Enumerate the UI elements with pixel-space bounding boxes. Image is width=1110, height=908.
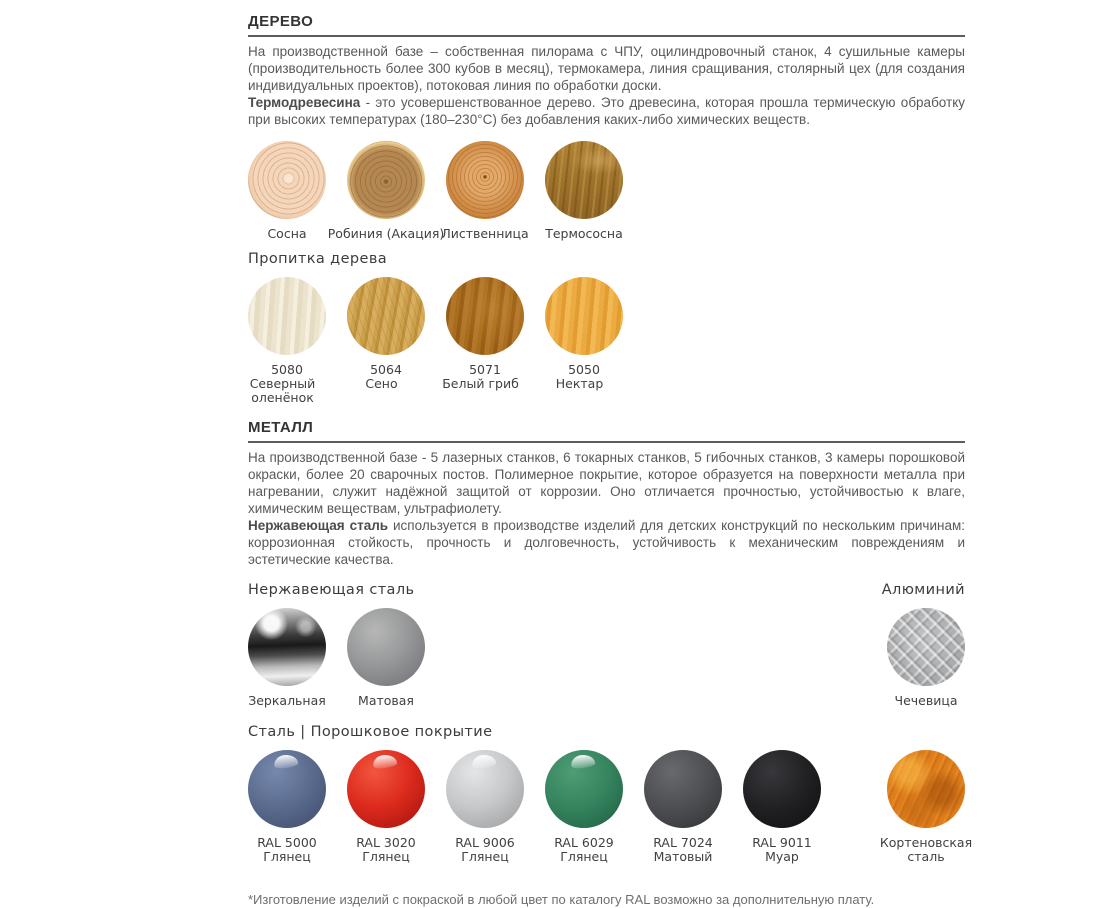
swatch-label: Сосна (267, 226, 307, 241)
swatch-label: Робиния (Акация) (327, 226, 445, 241)
swatch-label (752, 836, 811, 864)
ral-finish: Глянец (362, 849, 410, 864)
impregnation-name: Нектар (555, 376, 604, 391)
ral-code: RAL 7024 (653, 835, 713, 850)
swatch-matte-steel (347, 608, 425, 708)
stainless-definition: используется в производстве изделий для детских конструкций по нескольким причинам: коррозионная стойкость, прочность и долговечность, устойчивость к механическим повреждениям и эстетические качества. (248, 518, 965, 567)
swatch-ral-3020 (347, 750, 425, 864)
swatch-5080 (248, 277, 326, 405)
metal-section-divider (248, 441, 965, 443)
ral-9011-sample (743, 750, 821, 828)
impregnation-5064-sample (347, 277, 425, 355)
matte-steel-sample (347, 608, 425, 686)
stainless-aluminum-header (248, 581, 965, 599)
swatch-label (455, 836, 514, 864)
swatch-robinia (327, 141, 445, 241)
wood-paragraph-1: На производственной базе – собственная пилорама с ЧПУ, оцилиндровочный станок, 4 сушильные камеры (производительность более 300 кубов в месяц), термокамера, линия сращивания, столярный цех (для создания индивидуальных проектов), потоковая линия по обработки доски. (248, 44, 965, 93)
ral-code: RAL 5000 (257, 835, 317, 850)
impregnation-5050-sample (545, 277, 623, 355)
swatch-label: Чечевица (894, 693, 958, 708)
thermopine-sample-image (545, 141, 623, 219)
ral-code: RAL 6029 (554, 835, 614, 850)
ral-code: RAL 9006 (455, 835, 515, 850)
swatch-label: Зеркальная (248, 693, 326, 708)
metal-paragraph-2 (248, 517, 965, 568)
impregnation-title: Пропитка дерева (248, 251, 388, 267)
swatch-label: Матовая (358, 693, 414, 708)
swatch-pine (248, 141, 326, 241)
larch-sample-image (446, 141, 524, 219)
swatch-label (244, 363, 331, 405)
swatch-label: Термососна (545, 226, 623, 241)
swatch-label (554, 836, 613, 864)
swatch-corten-steel (879, 750, 973, 864)
pine-sample-image (248, 141, 326, 219)
aluminum-lentil-sample (887, 608, 965, 686)
swatch-ral-6029 (545, 750, 623, 864)
impregnation-name: Северный оленёнок (249, 376, 316, 405)
impregnation-code: 5050 (568, 362, 600, 377)
impregnation-5080-sample (248, 277, 326, 355)
ral-footnote: *Изготовление изделий с покраской в любой цвет по каталогу RAL возможно за дополнительную плату. (248, 892, 875, 907)
impregnation-code: 5064 (370, 362, 402, 377)
corten-steel-sample (887, 750, 965, 828)
swatch-5050 (545, 277, 623, 405)
impregnation-code: 5071 (469, 362, 501, 377)
stainless-term: Нержавеющая сталь (248, 518, 389, 533)
swatch-5071 (442, 277, 524, 405)
swatch-label (880, 836, 972, 864)
stainless-aluminum-row (248, 608, 965, 708)
impregnation-code: 5080 (271, 362, 303, 377)
swatch-larch (441, 141, 529, 241)
thermowood-term: Термодревесина (248, 95, 361, 110)
impregnation-row (248, 277, 965, 405)
thermowood-definition: - это усовершенствованное дерево. Это древесина, которая прошла термическую обработку при высоких температурах (180–230°С) без добавления каких-либо химических веществ. (248, 95, 965, 127)
swatch-label (343, 363, 430, 391)
swatch-label: Лиственница (441, 226, 529, 241)
ral-7024-sample (644, 750, 722, 828)
impregnation-name: Белый гриб (442, 376, 519, 391)
swatch-aluminum-lentil (887, 608, 965, 708)
mirror-steel-sample (248, 608, 326, 686)
corten-name-line2: сталь (907, 849, 945, 864)
swatch-label (356, 836, 415, 864)
ral-9006-sample (446, 750, 524, 828)
swatch-ral-5000 (248, 750, 326, 864)
swatch-label (653, 836, 712, 864)
wood-section-title: ДЕРЕВО (248, 13, 314, 30)
swatch-5064 (347, 277, 425, 405)
swatch-label (541, 363, 628, 391)
robinia-sample-image (347, 141, 425, 219)
metal-paragraph-1: На производственной базе - 5 лазерных станков, 6 токарных станков, 5 гибочных станков, 3 камеры порошковой окраски, более 20 сварочных постов. Полимерное покрытие, которое образуется на поверхности металла при нагревании, служит надёжной защитой от коррозии. Оно отличается прочностью, устойчивостью к влаге, химическим веществам, ультрафиолету. (248, 450, 965, 516)
stainless-title: Нержавеющая сталь (248, 582, 415, 598)
powder-coating-row (248, 750, 973, 864)
aluminum-title: Алюминий (881, 582, 965, 598)
metal-section-title: МЕТАЛЛ (248, 419, 314, 436)
ral-finish: Глянец (560, 849, 608, 864)
impregnation-name: Сено (365, 376, 398, 391)
corten-name-line1: Кортеновская (879, 835, 973, 850)
metal-section (248, 419, 973, 908)
wood-section-divider (248, 35, 965, 37)
swatch-label (442, 363, 529, 391)
wood-species-row (248, 141, 965, 241)
swatch-mirror-steel (248, 608, 326, 708)
swatch-ral-9006 (446, 750, 524, 864)
ral-finish: Муар (765, 849, 799, 864)
ral-finish: Матовый (653, 849, 713, 864)
powder-coating-title: Сталь | Порошковое покрытие (248, 724, 493, 740)
swatch-ral-9011 (743, 750, 821, 864)
ral-code: RAL 9011 (752, 835, 812, 850)
impregnation-5071-sample (446, 277, 524, 355)
wood-paragraph-2 (248, 94, 965, 128)
ral-finish: Глянец (461, 849, 509, 864)
swatch-ral-7024 (644, 750, 722, 864)
stainless-row (248, 608, 425, 708)
ral-5000-sample (248, 750, 326, 828)
ral-finish: Глянец (263, 849, 311, 864)
ral-code: RAL 3020 (356, 835, 416, 850)
metal-description (248, 449, 965, 568)
swatch-thermopine (545, 141, 623, 241)
swatch-label (257, 836, 316, 864)
ral-6029-sample (545, 750, 623, 828)
ral-3020-sample (347, 750, 425, 828)
wood-description (248, 43, 965, 128)
